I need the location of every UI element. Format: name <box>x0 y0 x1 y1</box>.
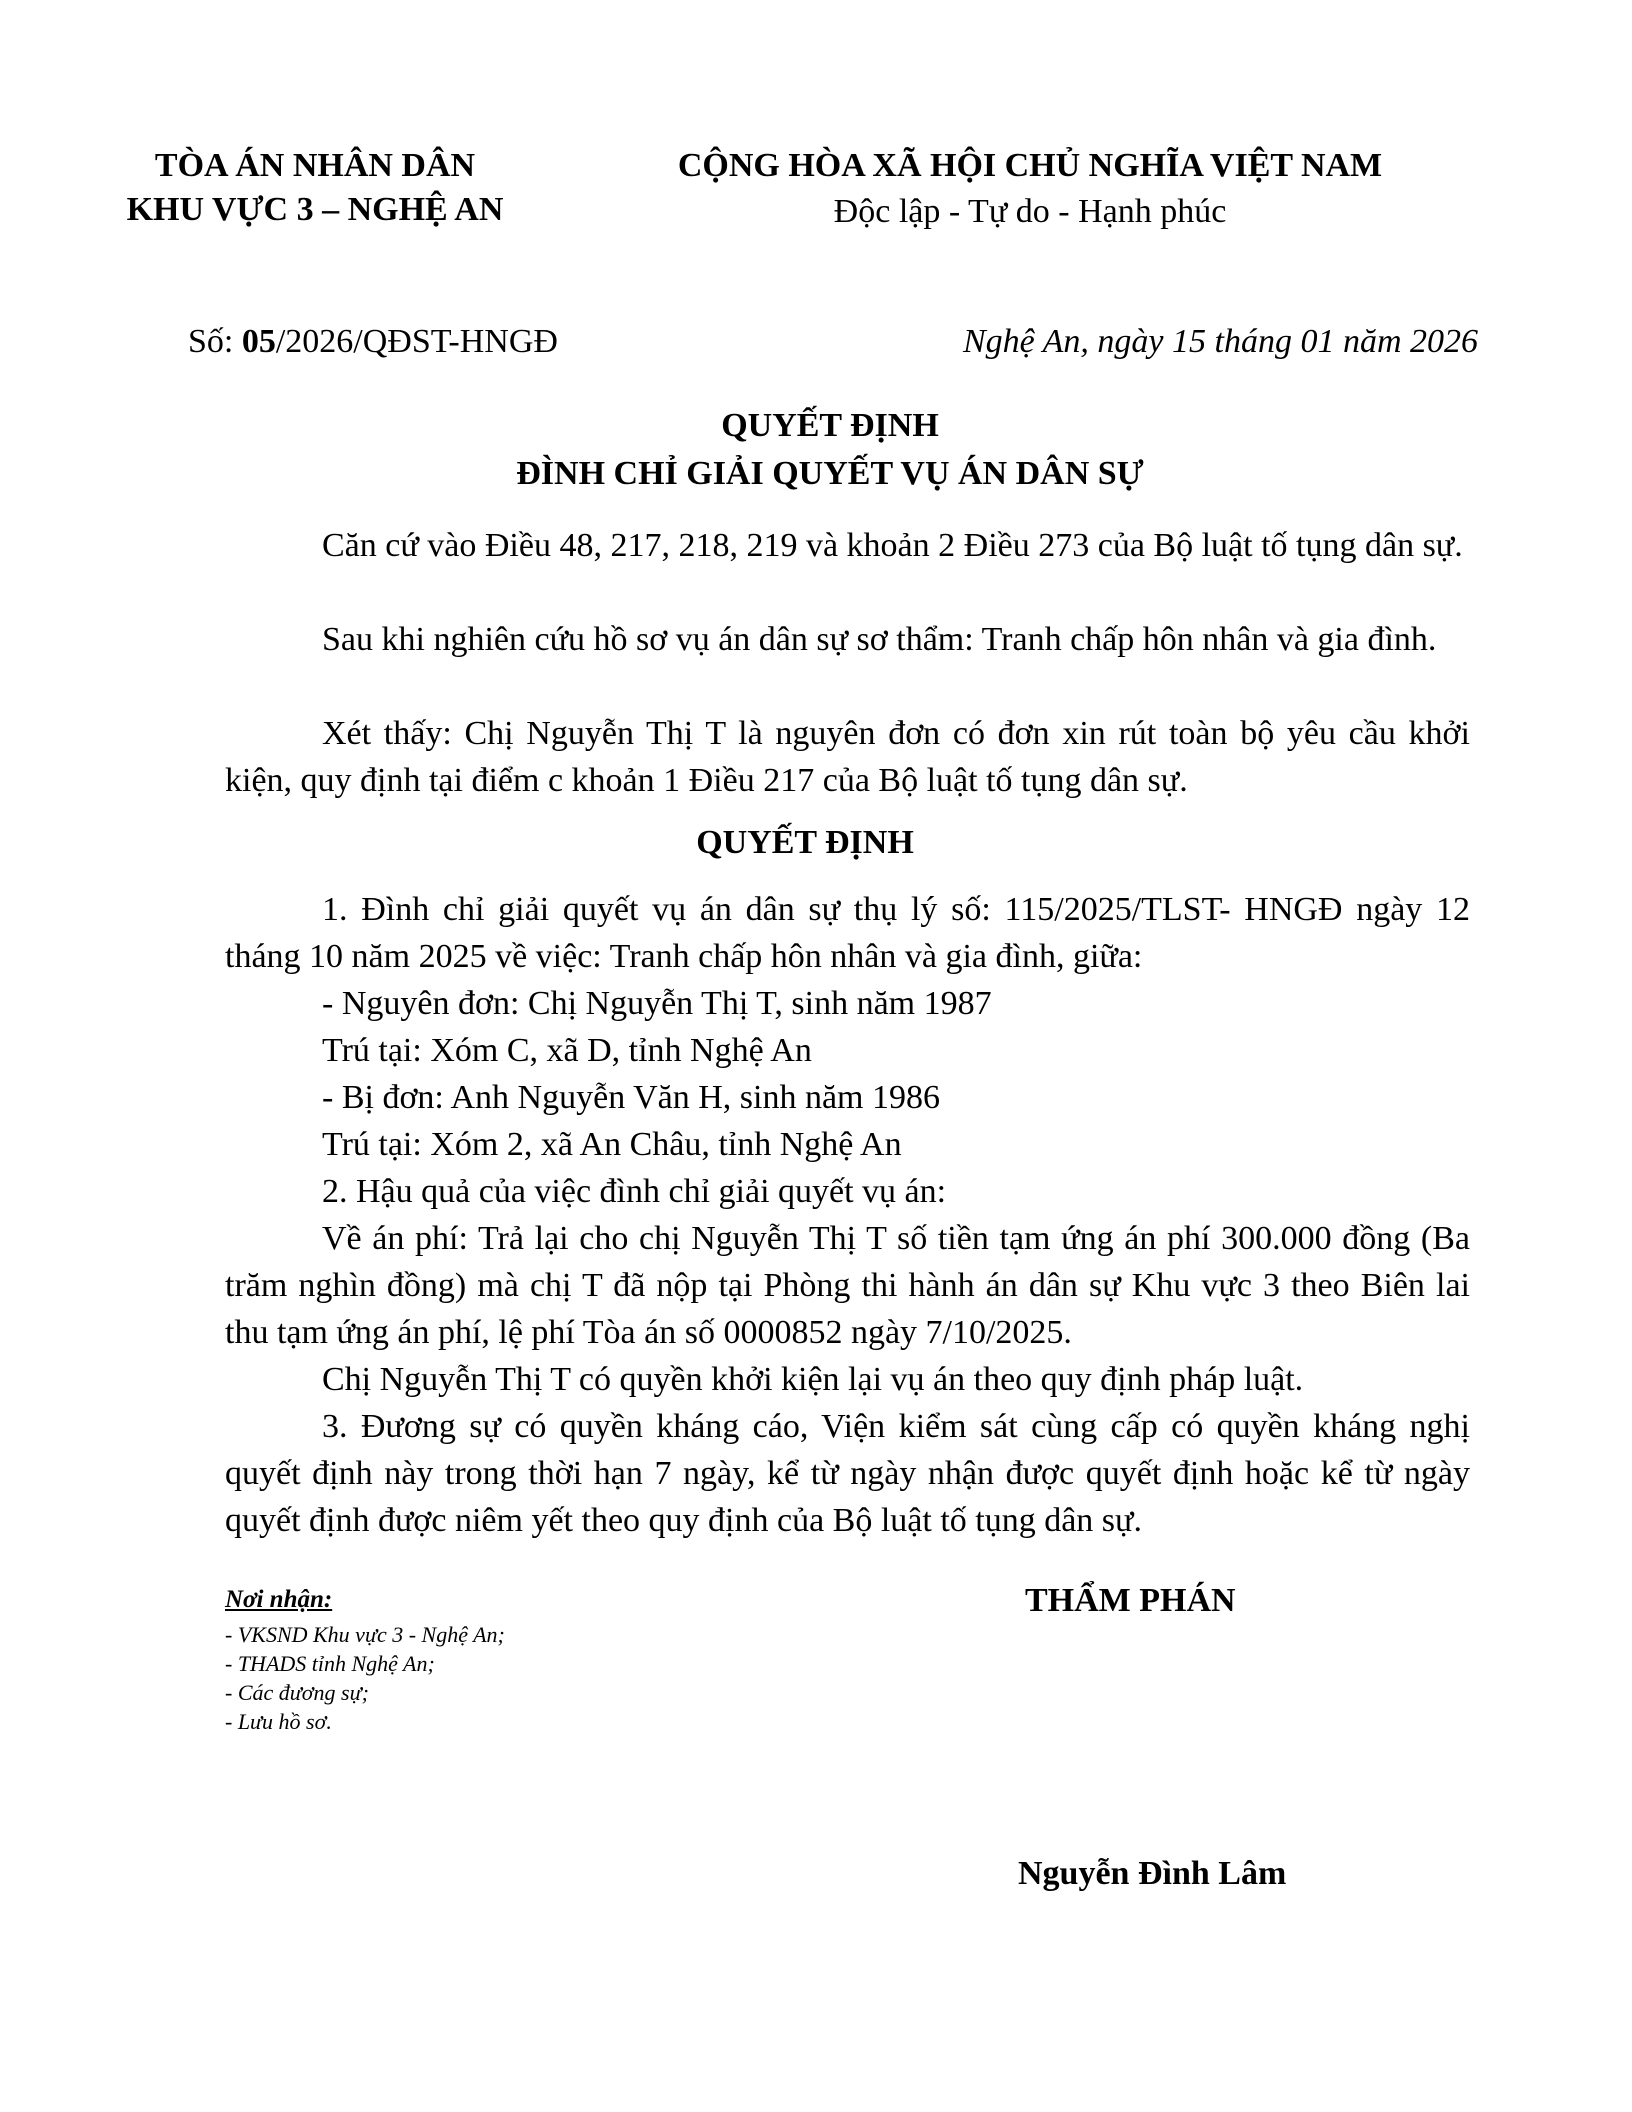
preamble-case-review: Sau khi nghiên cứu hồ sơ vụ án dân sự sơ thẩm: Tranh chấp hôn nhân và gia đình. <box>322 621 1437 658</box>
signer-role: THẨM PHÁN <box>1025 1582 1236 1619</box>
plaintiff-address: Trú tại: Xóm C, xã D, tỉnh Nghệ An <box>322 1032 812 1069</box>
decision-title: QUYẾT ĐỊNH <box>721 407 939 444</box>
document-number <box>188 318 558 365</box>
place-date: Nghệ An, ngày 15 tháng 01 năm 2026 <box>962 323 1478 360</box>
document-number-prefix: Số: <box>188 323 242 360</box>
recipient-item: - THADS tỉnh Nghệ An; <box>225 1651 435 1676</box>
decision-item-3: 3. Đương sự có quyền kháng cáo, Viện kiểm sát cùng cấp có quyền kháng nghị quyết định này trong thời hạn 7 ngày, kể từ ngày nhận được quyết định hoặc kể từ ngày quyết định được niêm yết theo quy định của Bộ luật tố tụng dân sự. <box>225 1408 1470 1539</box>
decision-heading: QUYẾT ĐỊNH <box>696 824 914 861</box>
recipient-item: - Lưu hồ sơ. <box>225 1709 332 1734</box>
nation-title: CỘNG HÒA XÃ HỘI CHỦ NGHĨA VIỆT NAM <box>677 147 1383 184</box>
document-number-value: 05 <box>241 323 276 360</box>
recipients-title: Nơi nhận: <box>225 1586 333 1613</box>
nation-motto: Độc lập - Tự do - Hạnh phúc <box>833 193 1227 230</box>
court-fee-paragraph: Về án phí: Trả lại cho chị Nguyễn Thị T số tiền tạm ứng án phí 300.000 đồng (Ba trăm nghìn đồng) mà chị T đã nộp tại Phòng thi hành án dân sự Khu vực 3 theo Biên lai thu tạm ứng án phí, lệ phí Tòa án số 0000852 ngày 7/10/2025. <box>225 1220 1470 1351</box>
decision-item-1: 1. Đình chỉ giải quyết vụ án dân sự thụ lý số: 115/2025/TLST- HNGĐ ngày 12 tháng 10 năm 2025 về việc: Tranh chấp hôn nhân và gia đình, giữa: <box>225 891 1470 975</box>
court-name-line1: TÒA ÁN NHÂN DÂN <box>154 147 476 184</box>
document-number-suffix: /2026/QĐST-HNGĐ <box>275 323 558 360</box>
signer-name: Nguyễn Đình Lâm <box>1018 1855 1287 1892</box>
court-name-line2: KHU VỰC 3 – NGHỆ AN <box>126 191 504 228</box>
defendant-info: - Bị đơn: Anh Nguyễn Văn H, sinh năm 1986 <box>322 1079 940 1116</box>
decision-subtitle: ĐÌNH CHỈ GIẢI QUYẾT VỤ ÁN DÂN SỰ <box>516 455 1144 492</box>
decision-item-2: 2. Hậu quả của việc đình chỉ giải quyết vụ án: <box>322 1173 947 1210</box>
recipient-item: - Các đương sự; <box>225 1680 369 1705</box>
preamble-legal-basis: Căn cứ vào Điều 48, 217, 218, 219 và khoản 2 Điều 273 của Bộ luật tố tụng dân sự. <box>322 527 1463 564</box>
plaintiff-info: - Nguyên đơn: Chị Nguyễn Thị T, sinh năm 1987 <box>322 985 992 1022</box>
preamble-finding: Xét thấy: Chị Nguyễn Thị T là nguyên đơn có đơn xin rút toàn bộ yêu cầu khởi kiện, quy định tại điểm c khoản 1 Điều 217 của Bộ luật tố tụng dân sự. <box>225 715 1470 799</box>
right-to-sue-paragraph: Chị Nguyễn Thị T có quyền khởi kiện lại vụ án theo quy định pháp luật. <box>322 1361 1304 1398</box>
recipient-item: - VKSND Khu vực 3 - Nghệ An; <box>225 1622 505 1647</box>
defendant-address: Trú tại: Xóm 2, xã An Châu, tỉnh Nghệ An <box>322 1126 902 1163</box>
